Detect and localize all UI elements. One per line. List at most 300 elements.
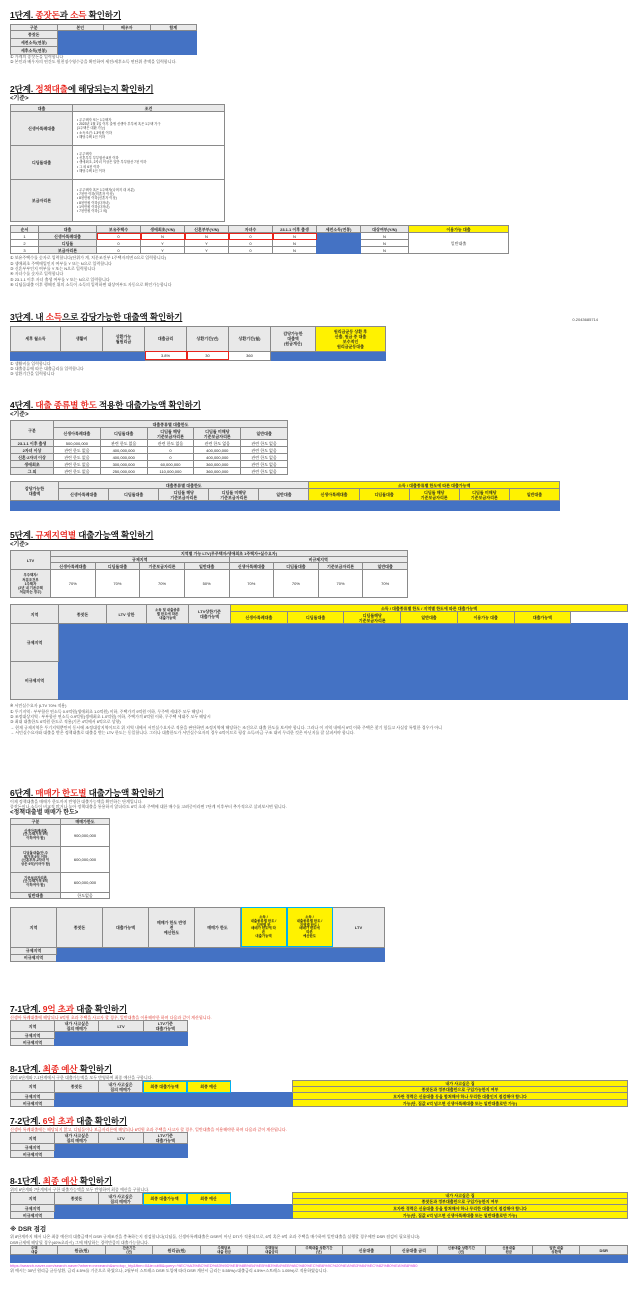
loan-name: 신생아특례대출 (단,주택가격 9억 이하여야 함) — [11, 824, 61, 846]
first-time-cell: Y — [141, 240, 185, 247]
col-header: 디딤돌 해당 기준보금자리론 — [409, 489, 459, 501]
col-header: 지역 — [11, 605, 59, 624]
col-header: 보유주택수 — [97, 226, 141, 233]
group-header: 소득 / 대출종류별 한도에 따른 대출가능액 — [309, 482, 560, 489]
over-9-table — [10, 1020, 188, 1046]
group-header: 비규제지역 — [229, 557, 408, 563]
step2-note: ② 생애최초 주택매입인지 여부를 Y 또는 N으로 입력합니다 — [10, 260, 112, 266]
col-header: 대출금리 — [145, 326, 187, 351]
col-header: 잔존기간 (년) — [105, 1245, 152, 1255]
region-label: 비규제지역 — [11, 1039, 55, 1046]
eligibility-cell: N — [361, 247, 409, 254]
limit-cell: 110,000,000 — [147, 468, 194, 475]
region-label: 비규제지역 — [11, 662, 59, 700]
step4-section — [10, 400, 630, 511]
step3-note: ① 생활비를 입력합니다 — [10, 360, 51, 366]
loan-name: 신생아특례대출 — [11, 112, 73, 146]
col-header: 일반대출 — [259, 489, 309, 501]
limit-cell: 300,000,000 — [100, 461, 147, 468]
newlywed-input[interactable]: N — [185, 233, 229, 240]
group-header: 소득 / 대출종류별 한도 / 지역별 한도에 따른 대출가능액 — [231, 605, 628, 612]
limit-cell: 400,000,000 — [100, 447, 147, 454]
loan-name: 디딤돌 — [39, 240, 97, 247]
step2-note: ⑥ 디딤돌대출 이후 행해진 위의 소득이 소득의 입력하면 대상여부도 자동으로 확인가능합니다 — [10, 282, 172, 288]
group-header: 대출종류별 대출한도 — [54, 421, 288, 428]
col-header: 종잣돈 — [55, 1081, 99, 1093]
col-header: 소득 및 대출종류 별 한도에 따른 대출가능액 — [147, 605, 189, 624]
limit-cell: 관련 한도 없음 — [100, 440, 147, 447]
col-header: 디딤돌해당 기준보금자리론 — [344, 612, 401, 624]
col-header: 지역 — [11, 1081, 55, 1093]
side-note: 모자란 경력은 신용대출 등을 합쳐해야 하나 무리한 대출인지 점검해야 합니다 — [293, 1205, 628, 1212]
row-label: 종잣돈 — [11, 30, 58, 38]
dsr-note: 위 8단계까지 해서 나온 최종 예산의 대출금액이 DSR 규제조건을 충족하는지 점검합니다(디딤돌, 신생아특례대출은 DSR이 아닌 DTI가 적용되므로, 6억 혹은 9억 초과 주택을 매수하여 일반대출을 실행할 경우에만 DSR 점검이 필요합니다) — [10, 1234, 420, 1240]
row-label: 세후소득(연봉) — [11, 46, 58, 54]
row-label: 신혼·2자녀 이상 — [11, 454, 54, 461]
col-header: 지역 — [11, 1193, 55, 1205]
side-note: 가능(단, 집값 6억 넘으면 신생아특례대출 또는 일반대출로만 가능) — [293, 1100, 628, 1107]
group-header: 규제지역 — [51, 557, 230, 563]
col-header: 지역 — [11, 907, 57, 947]
col-header: 디딤돌대출 — [100, 428, 147, 440]
final-budget-values — [55, 1205, 293, 1219]
available-loan-cell: 일반대출 — [409, 233, 509, 254]
newlywed-cell: Y — [185, 240, 229, 247]
group-header: 지역별 가능 LTV(무주택자/생애최초 1주택자+실수요자) — [51, 551, 408, 557]
col-header: 이용가능 대출 — [409, 226, 509, 233]
ltv-value: 50% — [184, 570, 229, 598]
col-header: 내가 사고싶은 집 — [293, 1193, 628, 1199]
col-header: 대출 — [39, 226, 97, 233]
col-header: 매매가 한도 — [195, 907, 241, 947]
over-6-table — [10, 1132, 188, 1158]
col-header: 디딤돌 미해당 기준보금자리론 — [459, 489, 509, 501]
repayment-months-cell: 360 — [229, 351, 271, 360]
limit-cell: 관련 한도 없음 — [241, 440, 288, 447]
row-label: 세전소득(연봉) — [11, 38, 58, 46]
col-header: 순서 — [11, 226, 39, 233]
limit-cell: 관련 한도 없음 — [54, 461, 101, 468]
region-label: 규제지역 — [11, 1144, 55, 1151]
birth-cell: N — [273, 247, 317, 254]
row-label: 그 외 — [11, 468, 54, 475]
col-header: 자녀수 — [229, 226, 273, 233]
col-header: 소득 / 대출종류별 한도 / 지역별 한 매매가 한도에 따 른 대출가능액 — [241, 907, 287, 947]
step3-section — [10, 312, 630, 377]
limit-cell: 관련 한도 없음 — [54, 447, 101, 454]
col-header: 원금(원) — [58, 1245, 105, 1255]
price-limit-table — [10, 818, 110, 899]
limit-cell: 관련 한도 없음 — [147, 440, 194, 447]
price-limit: 600,000,000 — [61, 872, 110, 892]
row-index: 2 — [11, 240, 39, 247]
criteria-label: <기준> — [10, 95, 29, 102]
step8-1b-title: 8-1단계. 최종 예산 확인하기 — [10, 1176, 113, 1186]
birth-cell: N — [273, 240, 317, 247]
col-header: 배우자 — [104, 24, 151, 30]
criteria-label: <기준> — [10, 411, 29, 418]
region-label: 규제지역 — [11, 1093, 55, 1100]
seed-total-cell — [150, 30, 197, 38]
step6-note: 이제 정책대출을 매매가 한도까지 반영한 대출가능액을 확인하는 단계입니다. — [10, 798, 143, 804]
loan-available-table — [10, 481, 560, 511]
ltv-value: 70% — [229, 570, 274, 598]
loan-condition: • 무주택자 또는 1주택자 • 2023년 1월 1일 이후 출생 신생아 부부에 혹은 1주택 가구 (1주택은 대환 가능) • 소득조건: 1.3억원 이하 • 해당주택 1인 이하 — [73, 112, 225, 146]
region-label: 비규제지역 — [11, 1212, 55, 1219]
pretax-income-cell — [317, 233, 361, 254]
limit-cell: 400,000,000 — [100, 454, 147, 461]
col-header: 생활비 — [61, 326, 103, 351]
col-header: 매매가한도 — [61, 818, 110, 824]
dsr-values — [11, 1255, 628, 1263]
newlywed-cell: Y — [185, 247, 229, 254]
col-header: 대출가능액 — [514, 612, 571, 624]
step2-note: ① 보유주택수를 숫자로 입력합니다(단위가 계, 처분조건부 1주택자의면 0으로 입력합니다) — [10, 255, 166, 261]
first-time-input[interactable]: N — [141, 233, 185, 240]
col-header: 세전소득(연봉) — [317, 226, 361, 233]
col-header: 구분 — [11, 421, 54, 440]
region-label: 비규제지역 — [11, 1100, 55, 1107]
price-limit-loan-table — [10, 907, 385, 962]
col-header: 디딤돌대출 — [359, 489, 409, 501]
aftertax-income-input[interactable] — [57, 46, 104, 54]
spouse-seed-input[interactable] — [104, 30, 151, 38]
col-header: 신생아특례대출 — [229, 563, 274, 570]
final-budget-values — [55, 1093, 293, 1107]
aftertax-total-cell — [150, 46, 197, 54]
col-header: 디딤돌대출 — [274, 563, 319, 570]
col-header: 디딤돌 해당 기준보금자리론 — [147, 428, 194, 440]
col-header: DSR — [580, 1245, 628, 1255]
loan-name: 신생아특례대출 — [39, 233, 97, 240]
col-header: 최종 대출가능액 — [143, 1193, 187, 1205]
ltv-value: 70% — [274, 570, 319, 598]
row-label: 무주택자/ 처분조건부 1주택자 (2년 내 기존주택 처분하는 경우) — [11, 570, 51, 598]
loan-name: 디딤돌대출(단,주 택가격 6억 이하 (신혼부부,2자녀 이 상은 6억)이어야 함) — [11, 846, 61, 872]
eligibility-table — [10, 225, 509, 254]
col-header: 종잣돈 — [57, 907, 103, 947]
col-header: 신용대출 — [343, 1245, 390, 1255]
loan-condition: • 무주택자 • 신혼부부 부부합산 8천 이하 • 생애최초, 2자녀 이상은 일반 부부합산 7천 이하 • 그 외 6천 이하 • 해당주택 1인 이하 — [73, 146, 225, 180]
col-header: 종잣돈 — [55, 1193, 99, 1205]
col-header: 디딤돌 미해당 기준보금자리론 — [209, 489, 259, 501]
limit-cell: 관련 한도 없음 — [241, 454, 288, 461]
over-6-values — [55, 1144, 188, 1158]
step6-note: 종잣돈이나 소득이 비교적 많거나 높아 정책대출을 통용하지 않더라도 6억 초과 주택에 대한 매수를 고려중이라면 7단계 이후부터 추가적으로 살펴보시면 됩니다. — [10, 804, 287, 810]
col-header: 신용대출 상환기간 (년) — [438, 1245, 485, 1255]
house-count-input[interactable]: 0 — [97, 233, 141, 240]
limit-cell: 관련 한도 없음 — [54, 468, 101, 475]
ltv-value: 70% — [140, 570, 185, 598]
loan-conditions-table — [10, 104, 225, 222]
limit-cell: 관련 한도 없음 — [54, 454, 101, 461]
col-header: 대출 — [11, 105, 73, 112]
step7-1-title: 7-1단계. 9억 초과 대출 확인하기 — [10, 1004, 128, 1014]
col-header: 대출가능액 — [103, 907, 149, 947]
children-cell: 0 — [229, 247, 273, 254]
step1-note: ② 본인과 배우자의 연간도 원천징수영수증을 확인하여 세전/세후소득 연단위 총액을 입력합니다. — [10, 59, 177, 65]
col-header: LTV — [99, 1021, 143, 1032]
step5-note: ② 조정대상지역 : 부부합산 연소득 0.9억원(생애최초 1.0억원) 이하, 주택가격 8억원 이하, 무주택 세대주 모두 해당시 — [10, 713, 211, 719]
affordable-loan-cell — [271, 351, 386, 360]
ltv-value: 70% — [363, 570, 408, 598]
col-header: LTV상한기준 대출가능액 — [189, 605, 231, 624]
children-input[interactable]: 0 — [229, 233, 273, 240]
spouse-pretax-input[interactable] — [104, 38, 151, 46]
side-note: 가능(단, 집값 6억 넘으면 신생아특례대출 또는 일반대출로만 가능) — [293, 1212, 628, 1219]
dsr-note: DSR규제에 해당될 경우(40%초과시) 그에 해당하는 경력만큼의 대출가능합니다. — [10, 1239, 149, 1245]
col-header: 주택담보 대출 원금 — [200, 1245, 247, 1255]
ltv-value: 70% — [318, 570, 363, 598]
loan-available-values — [11, 501, 560, 511]
col-header: 23.1.1 이후 출생 — [273, 226, 317, 233]
col-header: 디딤돌대출 — [109, 489, 159, 501]
col-header: 일반대출 — [509, 489, 559, 501]
region-label: 규제지역 — [11, 1205, 55, 1212]
step1-table — [10, 24, 197, 55]
eligibility-cell: N — [361, 233, 409, 240]
step3-title: 3단계. 내 소득으로 감당가능한 대출액 확인하기 — [10, 312, 183, 322]
affordability-table — [10, 326, 386, 361]
region-label: 비규제지역 — [11, 954, 57, 961]
col-header: 내가 사고싶은 집의 매매가 — [99, 1193, 143, 1205]
row-index: 1 — [11, 233, 39, 240]
col-header: 구분 — [11, 818, 61, 824]
region-label: 규제지역 — [11, 1032, 55, 1039]
spouse-aftertax-input[interactable] — [104, 46, 151, 54]
step6-title: 6단계. 매매가 한도별 대출가능액 확인하기 — [10, 788, 164, 798]
col-header: 내가 사고싶은 집의 매매가 — [55, 1133, 99, 1144]
limit-cell: 관련 한도 없음 — [241, 468, 288, 475]
step2-note: ③ 신혼부부인지 여부를 Y 또는 N으로 입력합니다 — [10, 265, 96, 271]
col-header: 디딤돌대출 — [95, 563, 140, 570]
side-note: 모자란 경력은 신용대출 등을 합쳐해야 하나 무리한 대출인지 점검해야 합니다 — [293, 1093, 628, 1100]
loan-name: 일반대출 — [11, 892, 61, 898]
ltv-value: 70% — [51, 570, 96, 598]
step5-note: ※ 서민실수요자 (LTV 70% 적용) — [10, 703, 67, 709]
step3-note: ② 대출종류에 따른 대출금리를 입력합니다 — [10, 366, 84, 372]
interest-rate-input[interactable]: 3.8% — [145, 351, 187, 360]
limit-cell: 관련 한도 없음 — [241, 461, 288, 468]
ltv-table — [10, 550, 408, 598]
step5-title: 5단계. 규제지역별 대출가능액 확인하기 — [10, 530, 154, 540]
col-header: 최종 예산 — [187, 1081, 231, 1093]
loan-name: 디딤돌대출 — [11, 146, 73, 180]
regional-loan-values — [59, 624, 628, 700]
ltv-value: 70% — [95, 570, 140, 598]
region-label: 규제지역 — [11, 624, 59, 662]
step1-section — [10, 10, 630, 64]
limit-cell: 400,000,000 — [194, 447, 241, 454]
step8-1-title: 8-1단계. 최종 예산 확인하기 — [10, 1064, 113, 1074]
col-header: LTV기준 대출가능액 — [143, 1021, 187, 1032]
limit-cell: 400,000,000 — [194, 454, 241, 461]
pretax-income-input[interactable] — [57, 38, 104, 46]
step4-title: 4단계. 대출 종류별 한도 적용한 대출가능액 확인하기 — [10, 400, 201, 410]
step7-2-section — [10, 1116, 630, 1158]
loan-limit-table — [10, 420, 288, 475]
step5-note: ① 투기지역 : 부부합산 연소득 0.9억원(생애최초 1.0억원) 이하, 주택가격 9억원 이하, 무주택 세대주 모두 해당시 — [10, 708, 204, 714]
dsr-table — [10, 1245, 628, 1264]
ratio-value: 0.2043685714 — [572, 317, 598, 322]
group-header: 대출종류별 대출한도 — [59, 482, 309, 489]
step3-note: ③ 상환기간을 입력합니다 — [10, 371, 55, 377]
step7-1-section — [10, 1004, 630, 1046]
col-header: 감당가능한 대출액 (원금계산) — [271, 326, 316, 351]
step7-1-note: 신생아 특례대출에 해당되나 9억원 초과 주택을 사고자 할 경우, 일반대출을 이용해야한 하며 다음과 같이 계산됩니다. — [10, 1014, 212, 1020]
price-limit-label: <정책대출별 매매가 한도> — [10, 810, 79, 817]
limit-cell: 0 — [147, 454, 194, 461]
loan-name: 보금자리론 — [39, 247, 97, 254]
regional-loan-table — [10, 604, 628, 700]
row-index: 3 — [11, 247, 39, 254]
col-header: LTV — [333, 907, 385, 947]
col-header: 신생아특례대출 — [309, 489, 359, 501]
col-header: 신생아특례대출 — [231, 612, 288, 624]
step8-1-note: 위의 6단계와 7-1단계에서 구한 대출가능액을 모두 반영하여 최종 예산을 구합니다. — [10, 1074, 153, 1080]
row-label: 생애최초 — [11, 461, 54, 468]
loan-name: 기준보금자리론 (단,주택가격 6억 이하여야 함) — [11, 872, 61, 892]
criteria-label: <기준> — [10, 541, 29, 548]
col-header: 내가 사고싶은 집의 매매가 — [99, 1081, 143, 1093]
limit-cell: 관련 한도 없음 — [194, 440, 241, 447]
col-header: 종잣돈과 정부대출만으로 구입가능한지 여부 — [293, 1199, 628, 1205]
col-header: 최종 대출가능액 — [143, 1081, 187, 1093]
limit-cell: 250,000,000 — [100, 468, 147, 475]
col-header: 기준보금자리론 — [318, 563, 363, 570]
col-header: 주택담보 대출금리 — [248, 1245, 295, 1255]
house-count-cell: 0 — [97, 240, 141, 247]
children-cell: 0 — [229, 240, 273, 247]
col-header: 일반대출 — [241, 428, 288, 440]
col-header: 주택대출 상환기간 (년) — [295, 1245, 342, 1255]
eligibility-cell: N — [361, 240, 409, 247]
col-header: 세후 월소득 — [11, 326, 61, 351]
col-header: 지역 — [11, 1021, 55, 1032]
col-header: 본인 — [57, 24, 104, 30]
birth-input[interactable]: N — [273, 233, 317, 240]
col-header: 상환기간(년) — [187, 326, 229, 351]
col-header: 신생아특례대출 — [59, 489, 109, 501]
price-limit: 한도없음 — [61, 892, 110, 898]
step8-1b-note: 위의 6단계와 7단계에서 구한 대출가능액을 모두 반영하여 최종 예산을 구합니다. — [10, 1186, 150, 1192]
col-header: 신용대출 원금 — [485, 1245, 532, 1255]
col-header: 합계 — [150, 24, 197, 30]
loan-condition: • 무주택자 혹은 1주택자(나머지 대 처분) • 7천만 이하(미혼자 이상) • 8천만원 이하(신혼자 이상) • 8천만원 이하(다자녀) • 1억만원 이하(다자녀) • 7천만원 이하(그 외) — [73, 180, 225, 222]
col-header: 주택 대출 — [11, 1245, 58, 1255]
col-header: 원리금균등 상환 후 산출, 원금 중 대출 보수적인 원리금균등대출 — [316, 326, 386, 351]
col-header: LTV — [11, 551, 51, 570]
step5-note: → 서민실수요자와 대출을 받은 정책대출로 대출을 받는 LTV 한도는 동일합니다. 그러나 대출한도가 서민실수요자의 경우 6억이므로 평상 소득/자금 구조 대비 무리한 것은 아닌지를 잘 살펴셔야 합니다. — [10, 730, 355, 736]
over-9-values — [55, 1032, 188, 1046]
col-header: 내가 사고싶은 집의 매매가 — [55, 1021, 99, 1032]
seed-money-input[interactable] — [57, 30, 104, 38]
step7-2-note: 신생아 특례대출에는 해당되지 않고, 디딤돌이나 보금자리론에 해당되나 6억원 초과 주택을 사고자 할 경우, 일반대출을 이용해야한 하며 다음과 같이 계산됩니다. — [10, 1126, 287, 1132]
col-header: 조건 — [73, 105, 225, 112]
first-time-cell: Y — [141, 247, 185, 254]
col-header: 신생아특례대출 — [51, 563, 96, 570]
final-budget-table — [10, 1080, 628, 1107]
col-header: 최종 예산 — [187, 1193, 231, 1205]
col-header: 기준보금자리론 — [140, 563, 185, 570]
step5-note: → 현재 규제지역은 투기지역뿐만이 동시에 조정대상지역이므로 위 지역 내에서 서민실수요자로 적용을 판단하면 조정지역에 해당하는 조건으로 대출 한도를 보셔야 합니다. 그러나 이 지역 내에서 9억 이하 주택은 찾기 힘들고 사실상 특별한 경우가 아니 — [10, 724, 443, 730]
limit-cell: 360,000,000 — [194, 468, 241, 475]
col-header: 소득 / 대출종류별 한도 / 지역별 한도 / 매매가 한도에 따른 예산한도 — [287, 907, 333, 947]
col-header: 종잣돈과 정부대출만으로 구입가능한지 여부 — [293, 1087, 628, 1093]
step5-note: ③ 최대 대출한도 6억원 한도로 적용(기존 4억에서 6억으로 상향) — [10, 719, 121, 725]
col-header: 내가 사고싶은 집 — [293, 1081, 628, 1087]
col-header: 일반대출 — [363, 563, 408, 570]
price-limit: 900,000,000 — [61, 824, 110, 846]
step1-note: ① 가계의 종잣돈을 입력합니다 — [10, 53, 64, 59]
col-header: 상환기간(월) — [229, 326, 271, 351]
step1-title: 1단계. 종잣돈과 소득 확인하기 — [10, 10, 122, 20]
col-header: 매매가 한도 반영 전 예산한도 — [149, 907, 195, 947]
col-header: 디딤돌 해당 기준보금자리론 — [159, 489, 209, 501]
col-header: 감당가능한 대출액 — [11, 482, 59, 501]
loan-name: 보금자리론 — [11, 180, 73, 222]
col-header: 일반대출 — [184, 563, 229, 570]
col-header: LTV — [99, 1133, 143, 1144]
step2-section — [10, 84, 630, 287]
col-header: 디딤돌대출 — [287, 612, 344, 624]
limit-cell: 0 — [147, 447, 194, 454]
step8-1b-section — [10, 1176, 630, 1219]
step5-section — [10, 530, 630, 735]
limit-cell: 360,000,000 — [194, 461, 241, 468]
final-budget-table-2 — [10, 1192, 628, 1219]
col-header: 구분 — [11, 24, 58, 30]
col-header: 일반 대출 상환액 — [532, 1245, 579, 1255]
col-header: 신혼부부(Y/N) — [185, 226, 229, 233]
repayment-years-input[interactable]: 30 — [187, 351, 229, 360]
step6-section — [10, 788, 630, 962]
col-header: 종잣돈 — [59, 605, 107, 624]
col-header: 생애최초(Y/N) — [141, 226, 185, 233]
col-header: LTV기준 대출가능액 — [143, 1133, 187, 1144]
col-header: 일반대출 — [401, 612, 458, 624]
house-count-cell: 0 — [97, 247, 141, 254]
region-label: 비규제지역 — [11, 1151, 55, 1158]
income-budget-cells — [11, 351, 145, 360]
col-header: 대상여부(Y/N) — [361, 226, 409, 233]
limit-cell: 500,000,000 — [54, 440, 101, 447]
step7-2-title: 7-2단계. 6억 초과 대출 확인하기 — [10, 1116, 128, 1126]
step2-note: ④ 자녀수를 숫자로 입력합니다 — [10, 271, 64, 277]
step2-title: 2단계. 정책대출에 해당되는지 확인하기 — [10, 84, 154, 94]
col-header: 디딤돌 미해당 기준보금자리론 — [194, 428, 241, 440]
limit-cell: 60,000,000 — [147, 461, 194, 468]
price-limit: 600,000,000 — [61, 846, 110, 872]
dsr-footer: 위 예시는 30년 원리금 균등상환, 금리 4.5%를 기준으로 하였으나, 2월부터 스트레스 DSR 도입에 따라 DSR 계산시 금리는 5.55%(=대출금리 4.5%+스트레스 1.05%)로 적용하였습니다. — [10, 1268, 328, 1274]
col-header: 원리금(원) — [153, 1245, 200, 1255]
limit-cell: 관련 한도 없음 — [241, 447, 288, 454]
price-limit-values — [57, 947, 385, 961]
step8-1-section — [10, 1064, 630, 1107]
col-header: 이용가능 대출 — [457, 612, 514, 624]
dsr-section — [10, 1226, 630, 1274]
col-header: 상환가능 월원리금 — [103, 326, 145, 351]
region-label: 규제지역 — [11, 947, 57, 954]
step2-note: ⑤ 23.1.1 이후 자녀 출생 여부를 Y 또는 N으로 입력합니다 — [10, 276, 110, 282]
calculator-link[interactable]: https://search.naver.com/search.naver?where=nexearch&sm=top_hty&fbm=0&ie=utf8&query=%EC%A3%BC%ED%83%9D%EB%8B%B4%EB%B3%B4%EB%8C%80%EC%B6%9C%20%EA%B3%84%EC%82%B0%EA%B8%B0 — [10, 1263, 418, 1269]
dsr-title: ※ DSR 점검 — [10, 1226, 47, 1233]
col-header: LTV 상한 — [107, 605, 147, 624]
row-label: 23.1.1 이후 출생 — [11, 440, 54, 447]
col-header: 신생아특례대출 — [54, 428, 101, 440]
pretax-total-cell — [150, 38, 197, 46]
row-label: 2자녀 이상 — [11, 447, 54, 454]
